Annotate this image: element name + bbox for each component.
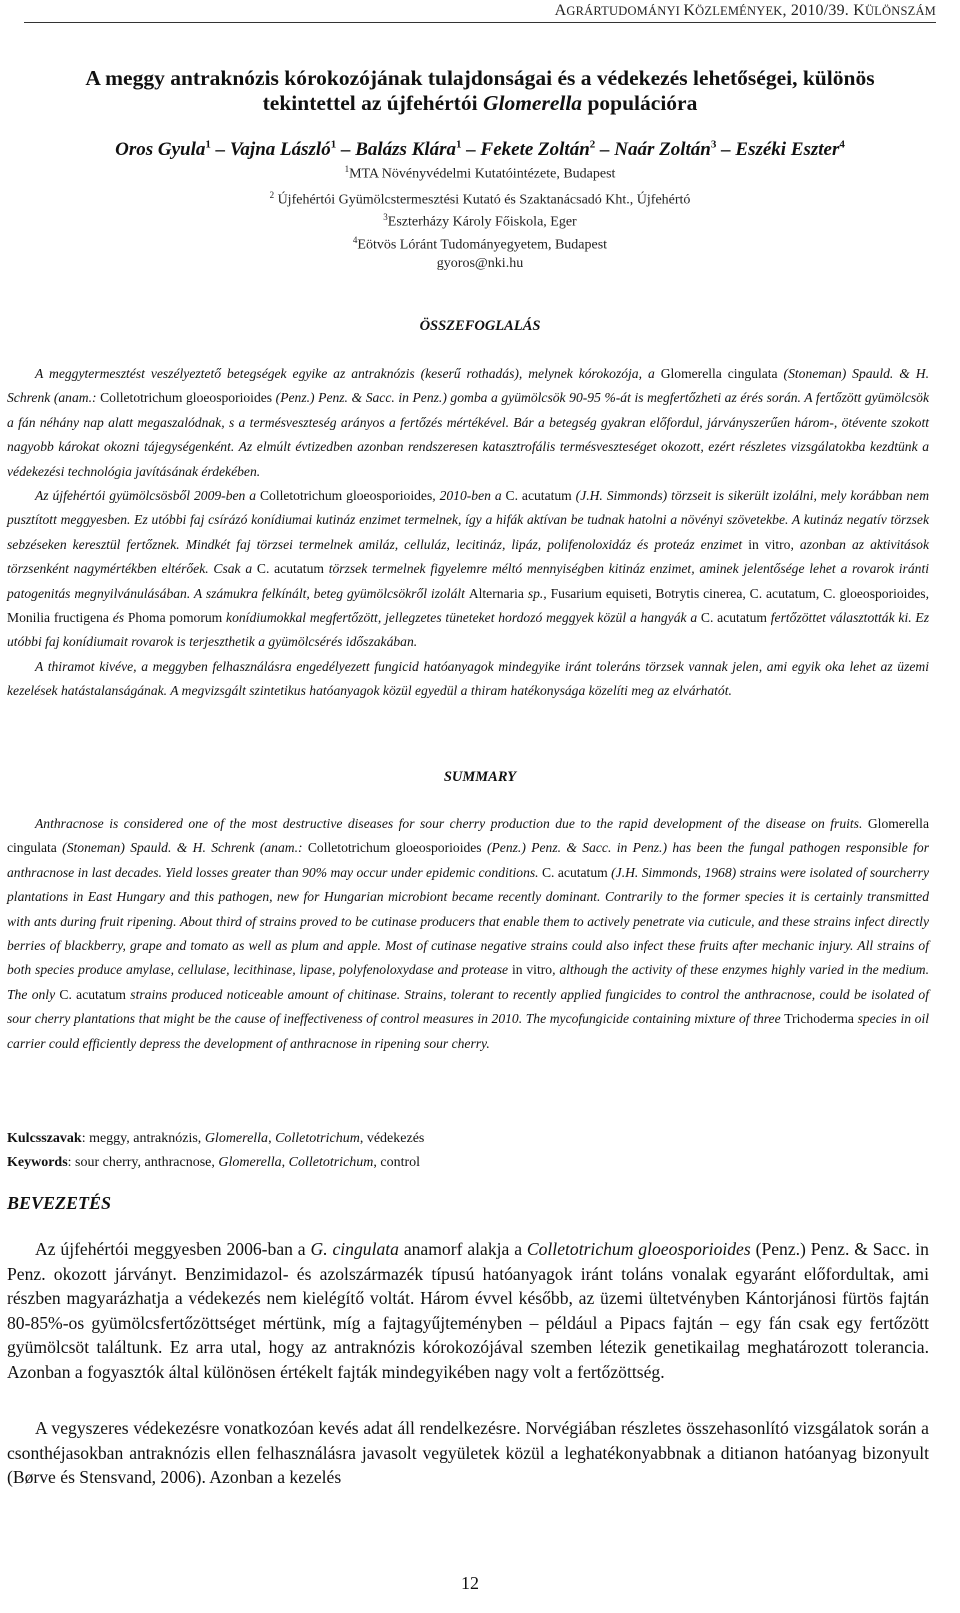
author: Balázs Klára$^1$ <box>355 139 462 161</box>
paper-title <box>10 66 950 116</box>
abstract-en <box>7 812 929 1056</box>
keywords-en: Keywords: sour cherry, anthracnose, Glomerella, Colletotrichum, control <box>7 1155 421 1170</box>
affiliation: $^4$Eötvös Lóránt Tudományegyetem, Budapest <box>352 235 608 253</box>
email: gyoros@nki.hu <box>436 256 524 271</box>
affiliation: $^1$MTA Növényvédelmi Kutatóintézete, Budapest <box>344 164 616 182</box>
abstract-heading-en: SUMMARY <box>443 769 517 785</box>
abstract-paragraph: A meggytermesztést veszélyeztető betegségek egyike az antraknózis (keserű rothadás), melynek kórokozója, a Glomerella cingulata (Stoneman) Spauld. & H. Schrenk (anam.: Colletotrichum gloeosporioides (Penz.) Penz. & Sacc. in Penz.) gomba a gyümölcsök 90-95 %-át is megfertőzheti az érés során. A fertőzött gyümölcsök a fán néhány nap alatt megaszalódnak, s a termésveszteség arányos a fertőzés mértékével. Bár a betegség gyakran előfordul, járványszerűen három-, ötévente szokott nagyobb károkat okozni tájegységenként. Az elmúlt évtizedben azonban rendszeresen katasztrofális termésveszteséget okozott, ezért részletes vizsgálatokba kezdtünk a védekezési technológia javításának érdekében. <box>7 366 930 479</box>
abstract-paragraph: Az újfehértói gyümölcsösből 2009-ben a Colletotrichum gloeosporioides, 2010-ben a C. acutatum (J.H. Simmonds) törzseit is sikerült izolálni, mely korábban nem pusztított meggyesben. Ez utóbbi faj csírázó konídiumai kutináz enzimet termelnek, így a hifák aktívan be tudnak hatolni a növényi szövetekbe. A kutináz negatív törzsek sebzéseken keresztül fertőznek. Mindkét faj törzsei termelnek amiláz, celluláz, lecitináz, lipáz, polifenoloxidáz és proteáz enzimet in vitro, azonban az aktivitások törzsenként nagymértékben eltérőek. Csak a C. acutatum törzsek termelnek figyelemre méltó mennyiségben kitináz enzimet, aminek jelentősége lehet a rovarok iránti patogenitás megnyilvánulásában. A számukra felkínált, beteg gyümölcsökről izolált Alternaria sp., Fusarium equiseti, Botrytis cinerea, C. acutatum, C. gloeosporioides, Monilia fructigena és Phoma pomorum konídiumokkal megfertőzött, jellegzetes tüneteket hordozó meggyek közül a hangyák a C. acutatum fertőzöttet választották ki. Ez utóbbi faj konídiumait rovarok is terjeszthetik a gyümölcsérés időszakában. <box>7 488 930 650</box>
keywords-hu: Kulcsszavak: meggy, antraknózis, Glomerella, Colletotrichum, védekezés <box>7 1131 425 1146</box>
author: Fekete Zoltán$^2$ <box>480 139 596 161</box>
author-list: Oros Gyula$^1$ – Vajna László$^1$ – Balázs Klára$^1$ – Fekete Zoltán$^2$ – Naár Zoltán$^3$ – Eszéki Eszter$^4$ <box>115 139 845 161</box>
author: Naár Zoltán$^3$ <box>614 139 717 161</box>
author: Eszéki Eszter$^4$ <box>735 139 845 161</box>
author: Oros Gyula$^1$ <box>115 139 211 161</box>
running-head: AGRÁRTUDOMÁNYI KÖZLEMÉNYEK, 2010/39. KÜLÖNSZÁM <box>24 2 936 23</box>
abstract-heading-hu: ÖSSZEFOGLALÁS <box>419 318 541 334</box>
abstract-paragraph: A thiramot kivéve, a meggyben felhasználásra engedélyezett fungicid hatóanyagok mindegyike iránt toleráns törzsek vannak jelen, ami egyik oka lehet az üzemi kezelések hatástalanságának. A megvizsgált szintetikus hatóanyagok közül egyedül a thiram hatékonysága közelíti meg az elvárhatót. <box>7 658 929 699</box>
author: Vajna László$^1$ <box>229 139 337 161</box>
abstract-hu <box>7 362 929 704</box>
affiliation: $^2$ Újfehértói Gyümölcstermesztési Kutató és Szaktanácsadó Kht., Újfehértó <box>269 190 691 208</box>
affiliation: $^3$Eszterházy Károly Főiskola, Eger <box>383 212 577 230</box>
abstract-paragraph: Anthracnose is considered one of the most destructive diseases for sour cherry production due to the rapid development of the disease on fruits. Glomerella cingulata (Stoneman) Spauld. & H. Schrenk (anam.: Colletotrichum gloeosporioides (Penz.) Penz. & Sacc. in Penz.) has been the fungal pathogen responsible for anthracnose in last decades. Yield losses greater than 90% may occur under epidemic conditions. C. acutatum (J.H. Simmonds, 1968) strains were isolated of sourcherry plantations in East Hungary and this pathogen, new for Hungarian microbiont became recently dominant. Contrarily to the former species it is certainly transmitted with ants during fruit ripening. About third of strains proved to be cutinase producers that enable them to actively penetrate via cuticule, and these strains infect directly berries of blackberry, grape and tomato as well as plum and apple. Most of cutinase negative strains could also infect these fruits after mechanic injury. All strains of both species produce amylase, cellulase, lecithinase, lipase, polyfenoloxydase and protease in vitro, although the activity of these enzymes highly varied in the medium. The only C. acutatum strains produced noticeable amount of chitinase. Strains, tolerant to recently applied fungicides to control the anthracnose, could be isolated of sour cherry plantations that might be the cause of ineffectiveness of control measures in 2010. The mycofungicide containing mixture of three Trichoderma species in oil carrier could efficiently depress the development of anthracnose in ripening sour cherry. <box>7 816 930 1051</box>
section-heading: BEVEZETÉS <box>7 1193 112 1213</box>
title-line-2: tekintettel az újfehértói Glomerella populációra <box>262 91 698 115</box>
body-paragraph: A vegyszeres védekezésre vonatkozóan kevés adat áll rendelkezésre. Norvégiában részletes összehasonlító vizsgálatok során a csonthéjasokban antraknózis ellen felhasználásra javasolt vegyületek közül a leghatékonyabbnak a ditianon hatóanyag bizonyult (Børve és Stensvand, 2006). Azonban a kezelés <box>7 1418 929 1488</box>
body-paragraph: Az újfehértói meggyesben 2006-ban a G. cingulata anamorf alakja a Colletotrichum gloeosporioides (Penz.) Penz. & Sacc. in Penz. okozott járványt. Benzimidazol- és azolszármazék típusú hatóanyagok iránt toláns vonalak egyaránt előfordultak, ami részben magyarázhatja a védekezés nem kielégítő voltát. Három évvel később, az üzemi ültetvényben Kántorjánosi fürtös fajtán 80-85%-os gyümölcsfertőzöttséget mértünk, míg a fajtagyűjteményben – például a Pipacs fajtán – egy fán csak egy fertőzött gyümölcsöt találtunk. Ez arra utal, hogy az antraknózis kórokozójával szemben létezik genetikailag meghatározott tolerancia. Azonban a fogyasztók által különösen értékelt fajták mindegyikében nagy volt a fertőzöttség. <box>7 1239 929 1382</box>
title-line-1: A meggy antraknózis kórokozójának tulajdonságai és a védekezés lehetőségei, különös <box>85 66 875 90</box>
page-number: 12 <box>461 1573 479 1593</box>
